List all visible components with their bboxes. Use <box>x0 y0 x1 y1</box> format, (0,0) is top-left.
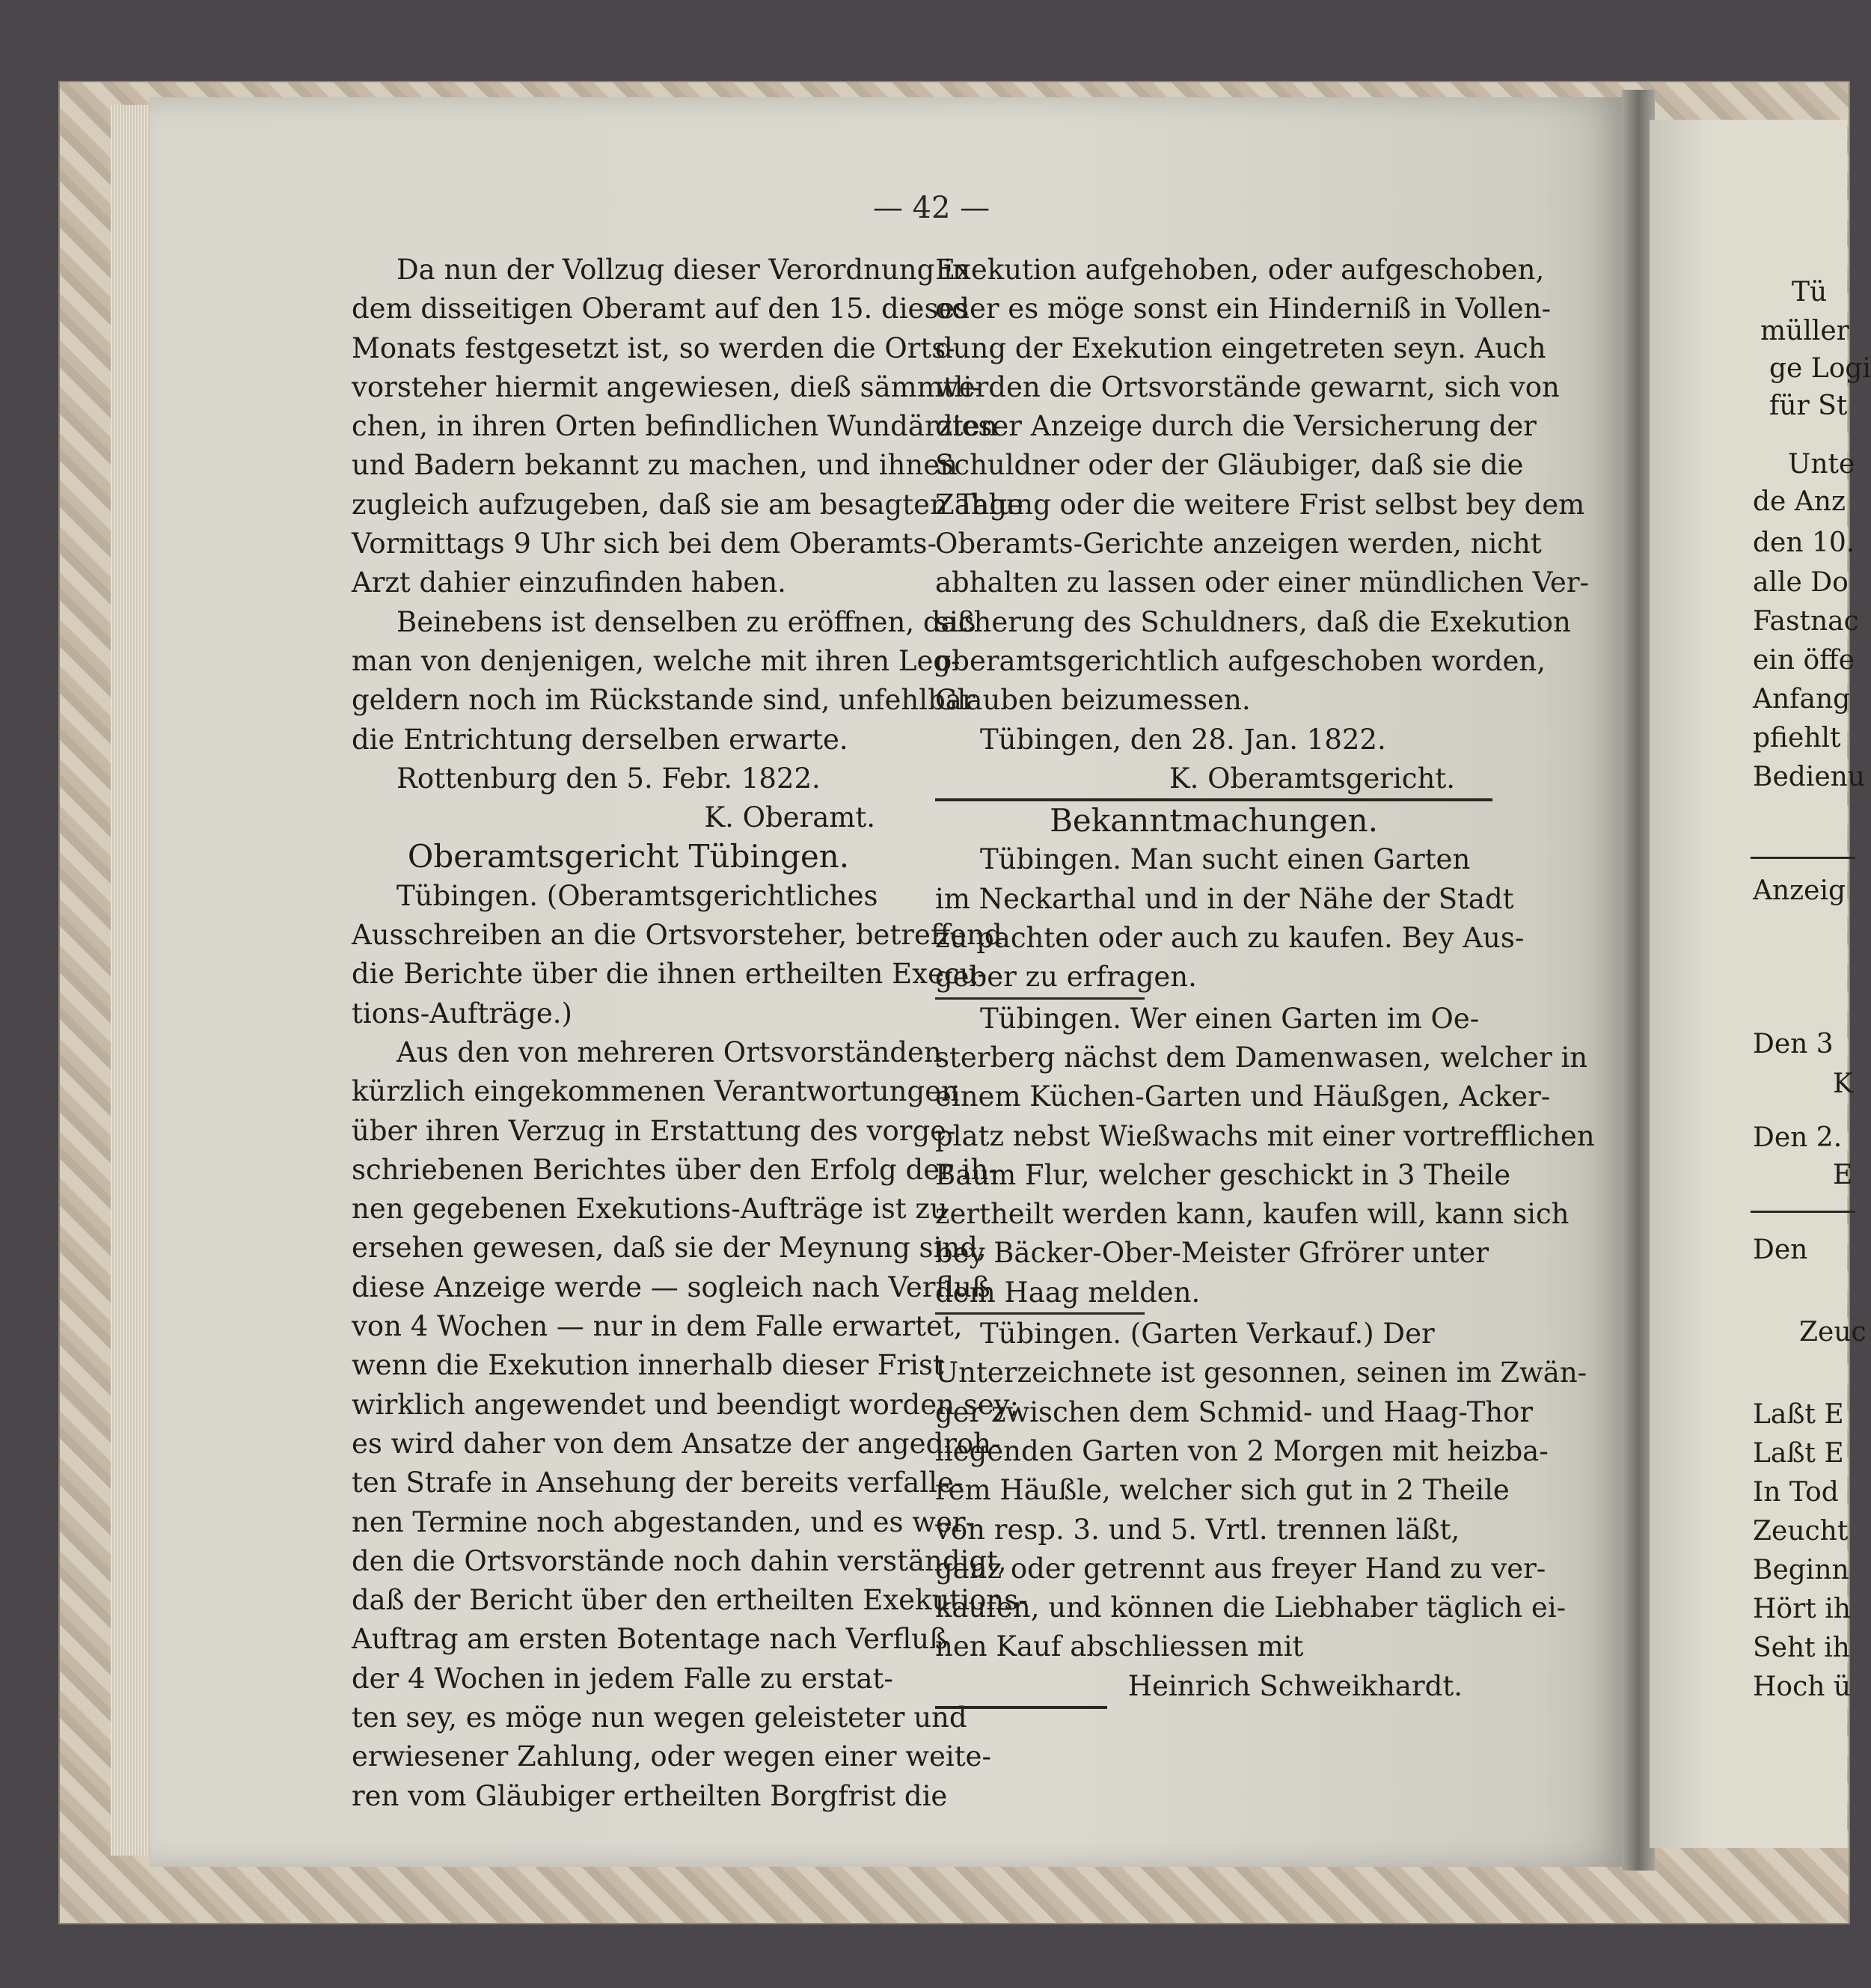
text-line: den die Ortsvorstände noch dahin verständigt, <box>352 1544 1007 1577</box>
fragment-line: alle Do <box>1753 567 1849 598</box>
text-line: nen Kauf abschliessen mit <box>935 1630 1304 1663</box>
text-line: tions-Aufträge.) <box>352 997 572 1030</box>
fragment-line: de Anz <box>1753 486 1846 517</box>
text-line: im Neckarthal und in der Nähe der Stadt <box>935 882 1514 915</box>
fragment-line: Zeuc <box>1799 1317 1867 1348</box>
text-line: geber zu erfragen. <box>935 961 1197 994</box>
text-line: dieser Anzeige durch die Versicherung der <box>935 410 1537 443</box>
text-line: zugleich aufzugeben, daß sie am besagten Tage <box>352 488 1024 521</box>
text-line: ger zwischen dem Schmid- und Haag-Thor <box>935 1395 1534 1428</box>
next-page <box>1650 120 1871 1848</box>
text-line: dem disseitigen Oberamt auf den 15. dieses <box>352 293 970 325</box>
text-line: Ausschreiben an die Ortsvorsteher, betreffend <box>352 919 1002 952</box>
text-line: kürzlich eingekommenen Verantwortungen <box>352 1075 959 1108</box>
text-line: kaufen, und können die Liebhaber täglich ei- <box>935 1591 1567 1624</box>
text-line: daß der Bericht über den ertheilten Exekutions- <box>352 1584 1028 1617</box>
fragment-line: Den <box>1753 1235 1808 1265</box>
text-line: sterberg nächst dem Damenwasen, welcher in <box>935 1041 1588 1074</box>
fragment-line: für St <box>1769 391 1848 421</box>
text-line: schriebenen Berichtes über den Erfolg der ih- <box>352 1153 998 1186</box>
fragment-line: Den 2. <box>1753 1122 1843 1153</box>
circular-continuation <box>935 251 1590 721</box>
text-line: Tübingen. (Oberamtsgerichtliches <box>396 879 878 912</box>
fragment-line: den 10. <box>1753 527 1855 558</box>
fragment-line: Seht ih <box>1753 1633 1850 1663</box>
fragment-line: Hoch ü <box>1753 1672 1852 1702</box>
text-line: erwiesener Zahlung, oder wegen einer weite- <box>352 1740 991 1773</box>
fragment-line: ge Logi <box>1769 353 1871 384</box>
fragment-line: Laßt E <box>1753 1399 1844 1430</box>
section-divider <box>1751 857 1855 859</box>
fragment-line: Fastnac <box>1753 606 1859 637</box>
ordinance-paragraph <box>352 251 1024 603</box>
text-line: chen, in ihren Orten befindlichen Wundärzten <box>352 410 998 443</box>
text-line: ten sey, es möge nun wegen geleisteter und <box>352 1701 967 1734</box>
fragment-line: Unte <box>1788 449 1855 480</box>
text-line: nen gegebenen Exekutions-Aufträge ist zu <box>352 1193 948 1226</box>
text-line: liegenden Garten von 2 Morgen mit heizba- <box>935 1434 1549 1467</box>
text-line: Tübingen. Wer einen Garten im Oe- <box>980 1002 1480 1035</box>
text-line: Zahlung oder die weitere Frist selbst bey dem <box>935 488 1585 521</box>
text-line: Tübingen. Man sucht einen Garten <box>980 843 1471 876</box>
text-line: zertheilt werden kann, kaufen will, kann sich <box>935 1198 1570 1231</box>
text-line: von 4 Wochen — nur in dem Falle erwartet, <box>352 1310 963 1343</box>
text-line: vorsteher hiermit angewiesen, dieß sämmtli- <box>352 370 982 403</box>
text-line: Auftrag am ersten Botentage nach Verfluß <box>352 1623 948 1656</box>
text-line: Tübingen. (Garten Verkauf.) Der <box>980 1318 1435 1351</box>
text-line: Da nun der Vollzug dieser Verordnung in <box>396 254 970 286</box>
text-line: geldern noch im Rückstande sind, unfehlbar <box>352 684 976 717</box>
text-line: ten Strafe in Ansehung der bereits verfalle- <box>352 1466 964 1499</box>
fragment-line: Laßt E <box>1753 1438 1844 1469</box>
fragment-line: Bedienu <box>1753 762 1865 792</box>
text-line: die Berichte über die ihnen ertheilten Execu- <box>352 958 987 991</box>
page-number: — 42 — <box>872 191 990 225</box>
text-line: Baum Flur, welcher geschickt in 3 Theile <box>935 1158 1511 1191</box>
text-line: es wird daher von dem Ansatze der angedroh- <box>352 1427 1001 1460</box>
text-line: zu pachten oder auch zu kaufen. Bey Aus- <box>935 922 1525 955</box>
text-line: sicherung des Schuldners, daß die Exekution <box>935 605 1571 638</box>
section-heading: Bekanntmachungen. <box>1050 802 1378 839</box>
text-line: Monats festgesetzt ist, so werden die Orts- <box>352 331 955 364</box>
text-line: platz nebst Wießwachs mit einer vortrefflichen <box>935 1119 1595 1152</box>
text-line: rem Häußle, welcher sich gut in 2 Theile <box>935 1474 1510 1507</box>
text-line: oberamtsgerichtlich aufgeschoben worden, <box>935 644 1546 677</box>
signature: K. Oberamtsgericht. <box>1169 762 1455 795</box>
text-line: dung der Exekution eingetreten seyn. Auch <box>935 331 1546 364</box>
text-line: ren vom Gläubiger ertheilten Borgfrist die <box>352 1779 948 1812</box>
place-date: Rottenburg den 5. Febr. 1822. <box>396 762 821 795</box>
fragment-line: K <box>1833 1068 1853 1099</box>
notice-signature: Heinrich Schweikhardt. <box>1127 1669 1463 1702</box>
text-line: Arzt dahier einzufinden haben. <box>352 566 786 599</box>
fragment-line: Tü <box>1792 277 1828 308</box>
signature-rule <box>935 1706 1107 1709</box>
text-line: abhalten zu lassen oder einer mündlichen Ver- <box>935 566 1590 599</box>
circular-body <box>352 1033 1028 1816</box>
text-line: ersehen gewesen, daß sie der Meynung sind, <box>352 1232 987 1264</box>
fragment-line: E <box>1833 1160 1853 1190</box>
right-column <box>935 251 1595 1709</box>
text-line: oder es möge sonst ein Hinderniß in Vollen- <box>935 293 1551 325</box>
fragment-line: Den 3 <box>1753 1029 1834 1059</box>
text-line: Schuldner oder der Gläubiger, daß sie die <box>935 449 1524 482</box>
text-line: Exekution aufgehoben, oder aufgeschoben, <box>935 254 1545 286</box>
text-line: Unterzeichnete ist gesonnen, seinen im Zwän- <box>935 1357 1587 1389</box>
text-line: über ihren Verzug in Erstattung des vorge- <box>352 1114 956 1147</box>
left-column <box>352 251 1028 1816</box>
fragment-line: müller <box>1760 316 1849 346</box>
text-line: bey Bäcker-Ober-Meister Gfrörer unter <box>935 1237 1489 1270</box>
notice-garden-wanted <box>935 840 1525 997</box>
section-divider <box>1751 1211 1855 1213</box>
fragment-line: Zeucht <box>1753 1516 1849 1547</box>
text-line: man von denjenigen, welche mit ihren Leg- <box>352 644 961 677</box>
supplement-paragraph <box>352 603 976 759</box>
notice-garden-sale <box>935 1315 1587 1667</box>
text-line: nen Termine noch abgestanden, und es wer- <box>352 1505 976 1538</box>
text-line: Beinebens ist denselben zu eröffnen, daß <box>396 605 976 638</box>
fragment-line: In Tod <box>1753 1477 1839 1508</box>
fragment-line: pfiehlt <box>1753 723 1841 753</box>
text-line: wenn die Exekution innerhalb dieser Frist <box>352 1349 944 1382</box>
text-line: diese Anzeige werde — sogleich nach Verfluß <box>352 1270 990 1303</box>
text-line: Vormittags 9 Uhr sich bei dem Oberamts- <box>352 527 937 560</box>
text-line: von resp. 3. und 5. Vrtl. trennen läßt, <box>935 1513 1460 1546</box>
circular-title <box>352 877 1002 1033</box>
fragment-line: ein öffe <box>1753 645 1855 676</box>
text-line: die Entrichtung derselben erwarte. <box>352 723 848 756</box>
section-heading: Oberamtsgericht Tübingen. <box>407 838 850 875</box>
notice-garden-buyer <box>935 1000 1595 1312</box>
text-line: Aus den von mehreren Ortsvorständen <box>396 1036 942 1068</box>
text-line: der 4 Wochen in jedem Falle zu erstat- <box>352 1662 893 1695</box>
fragment-line: Hört ih <box>1753 1594 1851 1624</box>
text-line: einem Küchen-Garten und Häußgen, Acker- <box>935 1080 1551 1113</box>
text-line: Glauben beizumessen. <box>935 684 1251 717</box>
place-date: Tübingen, den 28. Jan. 1822. <box>980 723 1386 756</box>
fragment-line: Anfang <box>1753 684 1851 715</box>
text-line: ganz oder getrennt aus freyer Hand zu ver- <box>935 1552 1546 1585</box>
fragment-line: Anzeig <box>1753 875 1846 906</box>
text-line: werden die Ortsvorstände gewarnt, sich von <box>935 370 1560 403</box>
fragment-line: Beginn <box>1753 1555 1849 1585</box>
text-line: und Badern bekannt zu machen, und ihnen <box>352 449 958 482</box>
text-line: wirklich angewendet und beendigt worden sey; <box>352 1388 1019 1421</box>
signature: K. Oberamt. <box>704 801 875 834</box>
page-edges <box>111 105 156 1856</box>
text-line: Oberamts-Gerichte anzeigen werden, nicht <box>935 527 1542 560</box>
text-line: dem Haag melden. <box>935 1276 1201 1309</box>
